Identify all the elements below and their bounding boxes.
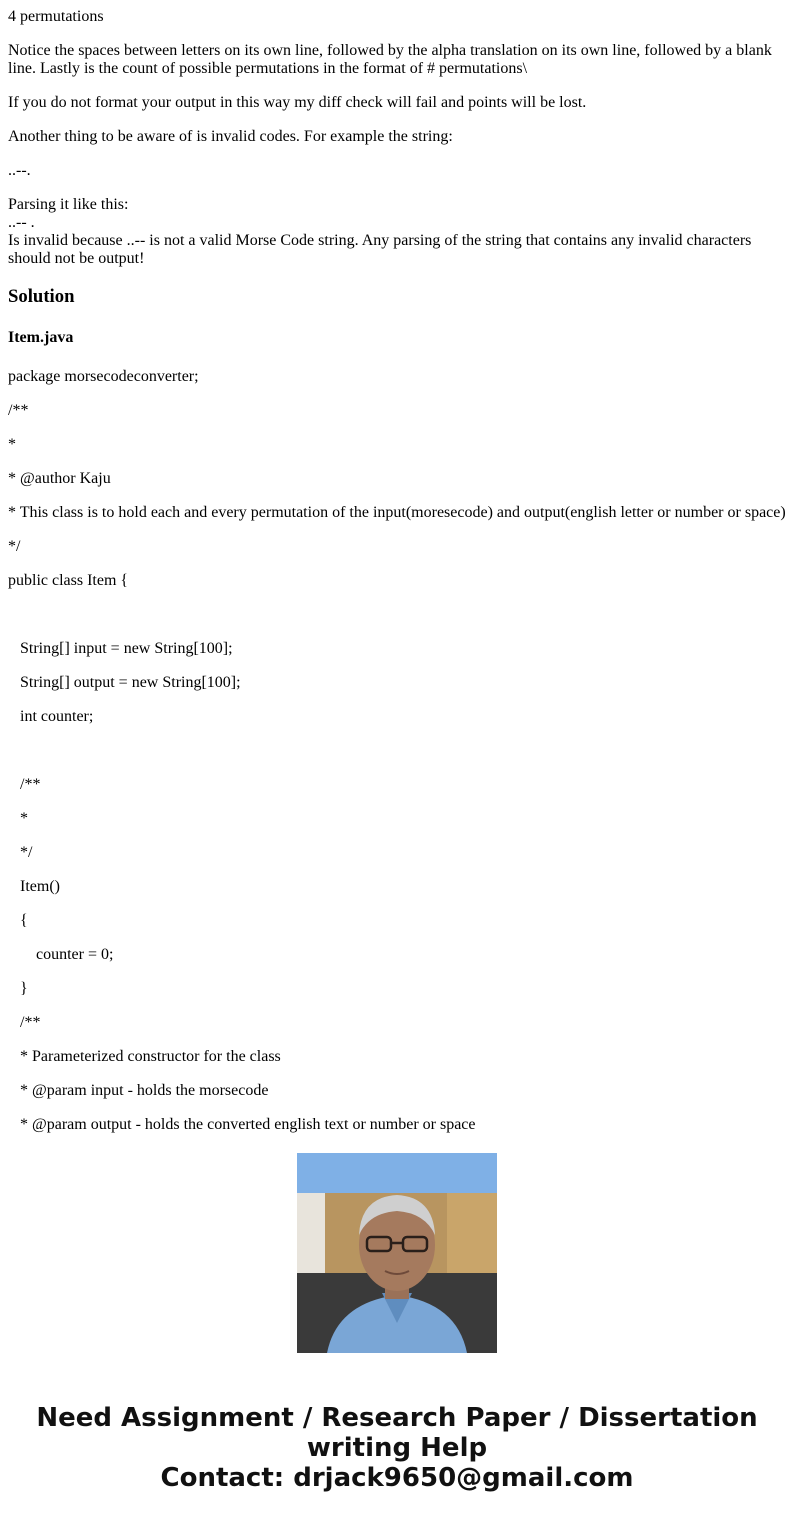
code-line <box>8 606 794 624</box>
code-line: */ <box>8 538 21 555</box>
code-line: * @param input - holds the morsecode <box>8 1082 269 1099</box>
parsing-label: Parsing it like this: <box>8 196 129 213</box>
paragraph-invalid: Another thing to be aware of is invalid codes. For example the string: <box>8 128 453 145</box>
code-line: package morsecodeconverter; <box>8 368 199 385</box>
code-line: /** <box>8 1014 41 1031</box>
author-avatar <box>297 1153 497 1353</box>
code-line: String[] input = new String[100]; <box>8 640 233 657</box>
file-heading: Item.java <box>8 329 74 346</box>
code-line: * <box>8 810 28 827</box>
paragraph-notice: Notice the spaces between letters on its own line, followed by the alpha translation on its own line, followed by a blank line. Lastly is the count of possible permutations in the format of # permutations\ <box>8 42 772 77</box>
code-line: /** <box>8 776 41 793</box>
code-line: */ <box>8 844 33 861</box>
code-line: { <box>8 912 28 929</box>
code-line: * <box>8 436 16 453</box>
code-line: } <box>8 980 28 997</box>
code-block <box>8 368 794 1134</box>
code-line: Item() <box>8 878 60 895</box>
paragraph-invalid-reason: Is invalid because ..-- is not a valid Morse Code string. Any parsing of the string that contains any invalid characters should not be output! <box>8 232 752 267</box>
code-line <box>8 742 794 760</box>
document-body <box>8 0 794 1133</box>
promo-line-2: writing Help <box>306 1433 488 1463</box>
code-line: * Parameterized constructor for the class <box>8 1048 281 1065</box>
solution-heading: Solution <box>8 286 75 307</box>
code-line: /** <box>8 402 29 419</box>
intro-line: 4 permutations <box>8 8 104 25</box>
parsing-example: ..-- . <box>8 214 35 231</box>
example-string: ..--. <box>8 162 31 179</box>
person-photo-icon <box>297 1153 497 1353</box>
paragraph-format: If you do not format your output in this way my diff check will fail and points will be lost. <box>8 94 587 111</box>
code-line: * This class is to hold each and every permutation of the input(moresecode) and output(english letter or number or space) <box>8 504 786 521</box>
code-line: * @author Kaju <box>8 470 111 487</box>
promo-line-3: Contact: drjack9650@gmail.com <box>160 1463 634 1493</box>
code-line: public class Item { <box>8 572 129 589</box>
code-line: counter = 0; <box>8 946 114 963</box>
code-line: int counter; <box>8 708 94 725</box>
promo-line-1: Need Assignment / Research Paper / Dissertation <box>36 1403 758 1433</box>
promo-banner <box>0 1403 794 1493</box>
code-line: * @param output - holds the converted english text or number or space <box>8 1116 476 1133</box>
code-line: String[] output = new String[100]; <box>8 674 241 691</box>
